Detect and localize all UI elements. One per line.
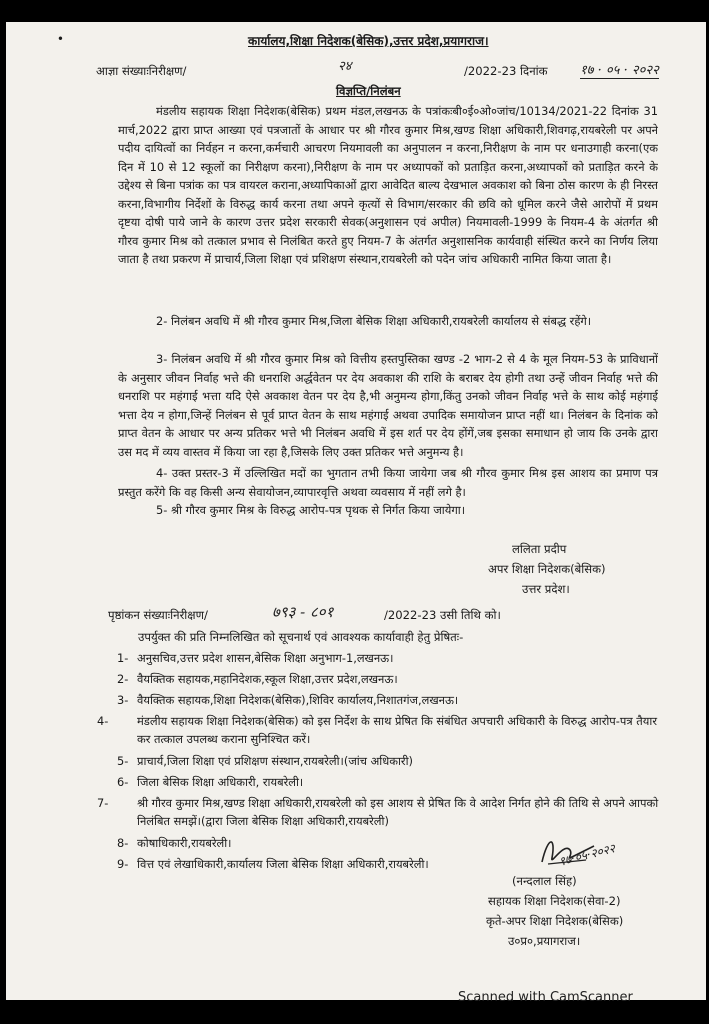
endorsement-date: /2022-23 उसी तिथि को। xyxy=(384,608,501,622)
order-number-label: आज्ञा संख्याःनिरीक्षण/ xyxy=(96,64,187,78)
order-date-label: /2022-23 दिनांक xyxy=(464,64,548,78)
signatory-designation: अपर शिक्षा निदेशक(बेसिक) xyxy=(488,562,606,576)
signatory-state: उत्तर प्रदेश। xyxy=(522,582,570,596)
endorsement-intro: उपर्युक्त की प्रति निम्नलिखित को सूचनार्थ एवं आवश्यक कार्यावाही हेतु प्रेषितः- xyxy=(138,630,464,644)
list-item: 7- श्री गौरव कुमार मिश्र,खण्ड शिक्षा अधिकारी,रायबरेली को इस आशय से प्रेषित कि वे आदेश निर्गत होने की तिथि से अपने आपको निलंबित समझें।(द्वारा जिला बेसिक शिक्षा अधिकारी,रायबरेली) xyxy=(97,796,659,829)
office-header: कार्यालय,शिक्षा निदेशक(बेसिक),उत्तर प्रदेश,प्रयागराज। xyxy=(248,34,489,48)
second-signatory-for: कृते-अपर शिक्षा निदेशक(बेसिक) xyxy=(486,914,624,928)
paragraph-2: 2- निलंबन अवधि में श्री गौरव कुमार मिश्र,जिला बेसिक शिक्षा अधिकारी,रायबरेली कार्यालय से संबद्ध रहेंगे। xyxy=(156,314,592,328)
second-signatory-place: उ०प्र०,प्रयागराज। xyxy=(508,934,581,948)
sign-date-handwritten: १७·०५·२०२२ xyxy=(557,841,617,869)
list-item: 2- वैयक्तिक सहायक,महानिदेशक,स्कूल शिक्षा,उत्तर प्रदेश,लखनऊ। xyxy=(117,672,398,686)
paragraph-4: 4- उक्त प्रस्तर-3 में उल्लिखित मदों का भुगतान तभी किया जायेगा जब श्री गौरव कुमार मिश्र इस आशय का प्रमाण पत्र प्रस्तुत करेंगे कि वह किसी अन्य सेवायोजन,व्यापारवृत्ति अथवा व्यवसाय में नहीं लगे है। xyxy=(118,466,658,499)
paragraph-5: 5- श्री गौरव कुमार मिश्र के विरुद्ध आरोप-पत्र पृथक से निर्गत किया जायेगा। xyxy=(156,503,466,517)
punch-mark-icon: ꔷ xyxy=(58,34,63,45)
list-item: 1- अनुसचिव,उत्तर प्रदेश शासन,बेसिक शिक्षा अनुभाग-1,लखनऊ। xyxy=(117,651,394,665)
list-item: 6- जिला बेसिक शिक्षा अधिकारी, रायबरेली। xyxy=(117,775,304,789)
paragraph-3: 3- निलंबन अवधि में श्री गौरव कुमार मिश्र को वित्तीय हस्तपुस्तिका खण्ड -2 भाग-2 से 4 के मूल नियम-53 के प्राविधानों के अनुसार जीवन निर्वाह भत्ते की धनराशि अर्द्धवेतन पर देय अवकाश की राशि के बराबर देय होगी तथा उन्हें जीवन निर्वाह भत्ते की धनराशि पर महंगाई भत्ता यदि ऐसे अवकाश वेतन पर देय है,भी अनुमन्य होगा,किंतु उनको जीवन निर्वाह भत्ते के साथ कोई महंगाई भत्ता देय न होगा,जिन्हें निलंबन से पूर्व प्राप्त वेतन के साथ महंगाई अथवा उपादिक समायोजन प्राप्त नहीं था। निलंबन के दिनांक को प्राप्त वेतन के आधार पर अन्य प्रतिकर भत्ते भी निलंबन अवधि में इस शर्त पर देय होंगें,जब इसका समाधान हो जाय कि उनके द्वारा उस मद में व्यय वास्तव में किया जा रहा है,जिसके लिए उक्त प्रतिकर भत्ते अनुमन्य है। xyxy=(118,352,658,459)
list-item: 4- मंडलीय सहायक शिक्षा निदेशक(बेसिक) को इस निर्देश के साथ प्रेषित कि संबंधित अपचारी अधिकारी के विरुद्ध आरोप-पत्र तैयार कर तत्काल उपलब्ध कराना सुनिश्चित करें। xyxy=(97,714,657,747)
endorsement-number-handwritten: ७९३ - ८०१ xyxy=(272,603,334,621)
notice-title: विज्ञप्ति/निलंबन xyxy=(336,84,401,98)
second-signatory-name: (नन्दलाल सिंह) xyxy=(512,874,577,888)
order-number-handwritten: २४ xyxy=(338,59,352,74)
endorsement-label: पृष्ठांकन संख्याःनिरीक्षण/ xyxy=(108,608,208,622)
list-item: 9- वित्त एवं लेखाधिकारी,कार्यालय जिला बेसिक शिक्षा अधिकारी,रायबरेली। xyxy=(117,857,429,871)
list-item: 3- वैयक्तिक सहायक,शिक्षा निदेशक(बेसिक),शिविर कार्यालय,निशातगंज,लखनऊ। xyxy=(117,693,459,707)
signatory-name: ललिता प्रदीप xyxy=(512,542,567,556)
list-item: 5- प्राचार्य,जिला शिक्षा एवं प्रशिक्षण संस्थान,रायबरेली।(जांच अधिकारी) xyxy=(117,754,413,768)
camscanner-watermark: Scanned with CamScanner xyxy=(458,990,633,1005)
paragraph-1: मंडलीय सहायक शिक्षा निदेशक(बेसिक) प्रथम मंडल,लखनऊ के पत्रांकःबी०ई०ओ०जांच/10134/2021-22 दिनांक 31 मार्च,2022 द्वारा प्राप्त आख्या एवं पत्रजातों के आधार पर श्री गौरव कुमार मिश्र,खण्ड शिक्षा अधिकारी,शिवगढ़,रायबरेली पर अपने पदीय दायित्वों का निर्वहन न करना,कर्मचारी आचरण नियमावली का अनुपालन न करना,निरीक्षण के नाम पर धनाउगाही करना(एक दिन में 10 से 12 स्कूलों का निरीक्षण करना),निरीक्षण के नाम पर अध्यापकों को प्रताड़ित करना,अध्यापकों को प्रताड़ित करने के उद्देश्य से बिना पत्रांक का पत्र वायरल कराना,अध्यापिकाओं द्वारा आवेदित बाल्य देखभाल अवकाश को बिना ठोस कारण के ही निरस्त करना,विभागीय निर्देशों के विरुद्ध कार्य करना तथा अपने कृत्यों से विभाग/सरकार की छवि को धूमिल करने जैसे आरोपों में प्रथम दृष्टया दोषी पाये जाने के कारण उत्तर प्रदेश सरकारी सेवक(अनुशासन एवं अपील) नियमावली-1999 के नियम-4 के अंतर्गत श्री गौरव कुमार मिश्र को तत्काल प्रभाव से निलंबित करते हुए नियम-7 के अंतर्गत अनुशासनिक कार्यवाही संस्थित करने का निर्णय लिया जाता है तथा प्रकरण में प्राचार्य,जिला शिक्षा एवं प्रशिक्षण संस्थान,रायबरेली को पदेन जांच अधिकारी नामित किया जाता है। xyxy=(118,104,658,266)
second-signatory-designation: सहायक शिक्षा निदेशक(सेवा-2) xyxy=(488,894,621,908)
list-item: 8- कोषाधिकारी,रायबरेली। xyxy=(117,836,232,850)
order-date-handwritten: १७ · ०५ · २०२२ xyxy=(580,60,659,79)
